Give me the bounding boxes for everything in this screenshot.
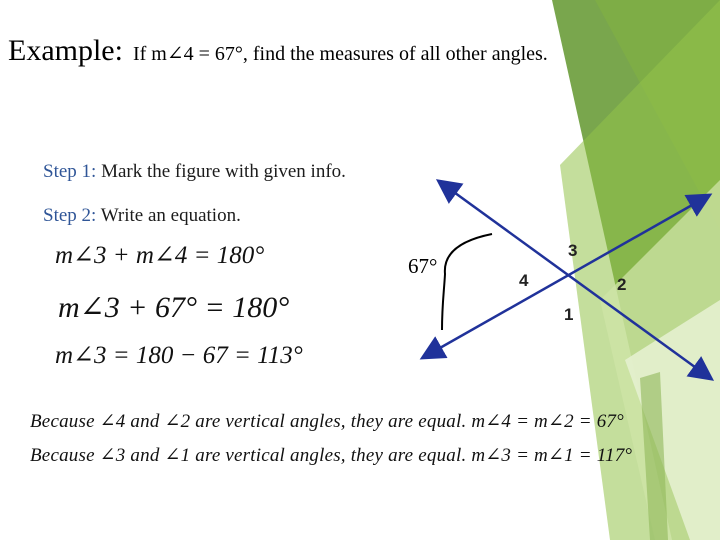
angle-label-4: 4 bbox=[519, 271, 529, 290]
title-example: Example: bbox=[8, 34, 123, 67]
angle-label-3: 3 bbox=[568, 241, 578, 260]
angle-label-2: 2 bbox=[617, 275, 627, 294]
equation-1: m∠3 + m∠4 = 180° bbox=[55, 242, 265, 269]
line-a bbox=[440, 182, 710, 378]
title-prompt: If m∠4 = 67°, find the measures of all other angles. bbox=[132, 43, 548, 65]
equation-2: m∠3 + 67° = 180° bbox=[58, 291, 290, 324]
given-angle-arc bbox=[442, 234, 492, 330]
given-angle-label: 67° bbox=[408, 254, 438, 278]
conclusion-1: Because ∠4 and ∠2 are vertical angles, they are equal. m∠4 = m∠2 = 67° bbox=[30, 411, 624, 432]
step-1-label: Step 1: bbox=[43, 161, 97, 182]
line-b bbox=[424, 196, 708, 357]
step-2-text: Write an equation. bbox=[100, 205, 241, 226]
equation-3: m∠3 = 180 − 67 = 113° bbox=[55, 342, 303, 369]
step-2-label: Step 2: bbox=[43, 205, 97, 226]
conclusion-2: Because ∠3 and ∠1 are vertical angles, they are equal. m∠3 = m∠1 = 117° bbox=[30, 445, 633, 466]
angle-label-1: 1 bbox=[564, 305, 574, 324]
step-1-text: Mark the figure with given info. bbox=[101, 161, 346, 182]
